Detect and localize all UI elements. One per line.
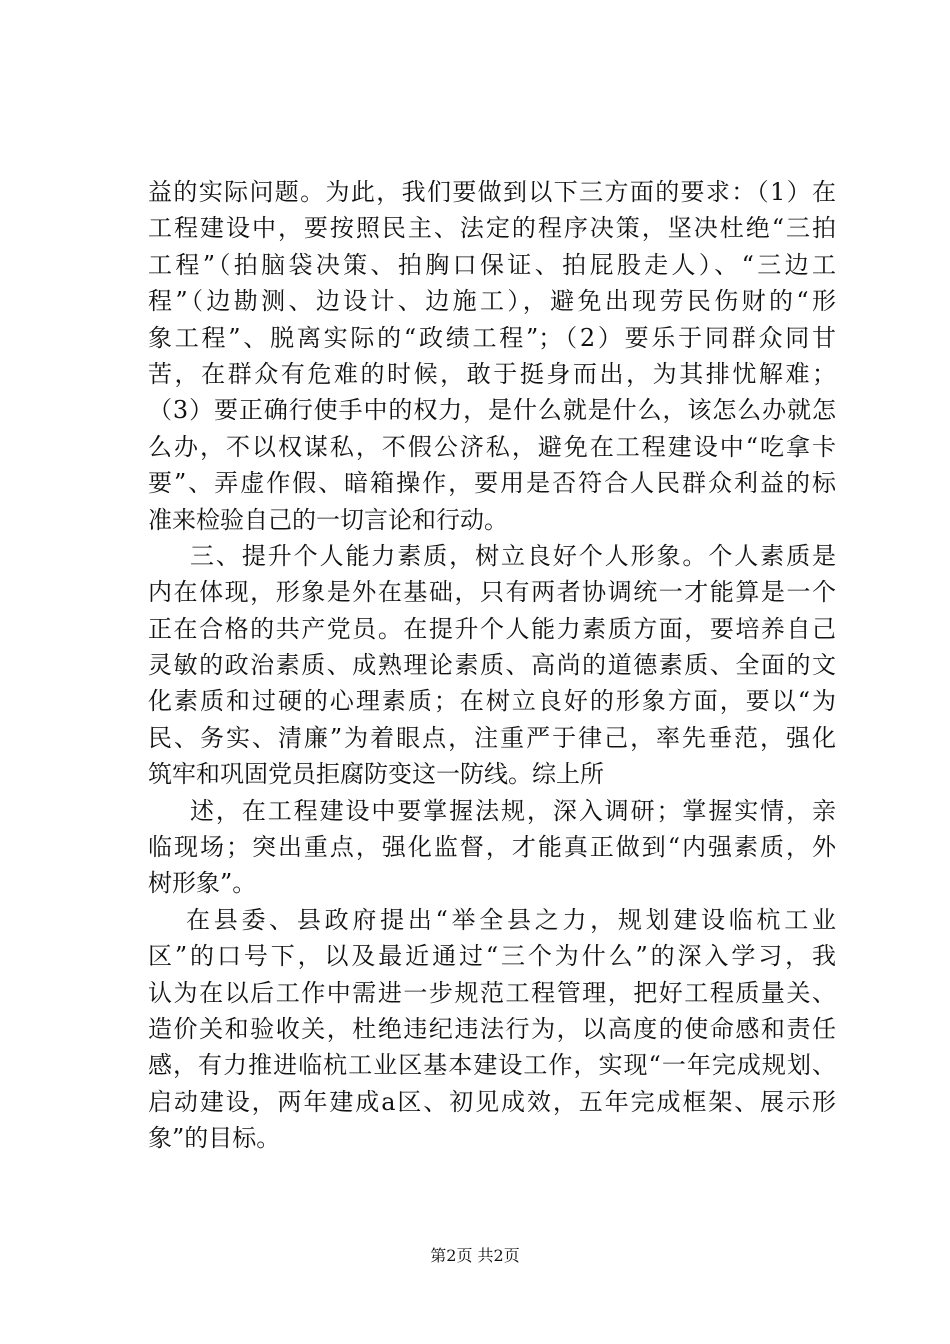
text-line: 三、提升个人能力素质，树立良好个人形象。个人素质是 (190, 541, 836, 570)
text-line: 认为在以后工作中需进一步规范工程管理，把好工程质量关、 (148, 978, 836, 1007)
text-line: 工程”（拍脑袋决策、拍胸口保证、拍屁股走人）、“三边工 (148, 250, 836, 279)
text-line: 苦，在群众有危难的时候，敢于挺身而出，为其排忧解难； (148, 359, 836, 388)
text-line: 程”（边勘测、边设计、边施工），避免出现劳民伤财的“形 (148, 287, 836, 316)
text-line: 启动建设，两年建成a区、初见成效，五年完成框架、展示形 (148, 1087, 836, 1116)
document-body (148, 174, 836, 1157)
text-line: 准来检验自己的一切言论和行动。 (148, 505, 508, 534)
text-line: 要”、弄虚作假、暗箱操作，要用是否符合人民群众利益的标 (148, 469, 836, 498)
text-line: 临现场；突出重点，强化监督，才能真正做到“内强素质，外 (148, 833, 836, 862)
text-line: 象工程”、脱离实际的“政绩工程”；（2）要乐于同群众同甘 (148, 323, 836, 352)
text-line: （3）要正确行使手中的权力，是什么就是什么，该怎么办就怎 (148, 396, 836, 425)
text-line: 工程建设中，要按照民主、法定的程序决策，坚决杜绝“三拍 (148, 214, 836, 243)
page-footer: 第2页 共2页 (430, 1246, 520, 1265)
text-line: 在县委、县政府提出“举全县之力，规划建设临杭工业 (186, 905, 836, 934)
text-line: 正在合格的共产党员。在提升个人能力素质方面，要培养自己 (148, 614, 836, 643)
text-line: 感，有力推进临杭工业区基本建设工作，实现“一年完成规划、 (148, 1051, 836, 1080)
text-line: 益的实际问题。为此，我们要做到以下三方面的要求：（1）在 (148, 178, 836, 206)
text-line: 树形象”。 (148, 869, 257, 898)
text-line: 筑牢和巩固党员拒腐防变这一防线。综上所 (148, 760, 604, 789)
text-line: 述，在工程建设中要掌握法规，深入调研；掌握实情，亲 (190, 796, 836, 825)
text-line: 么办，不以权谋私，不假公济私，避免在工程建设中“吃拿卡 (148, 432, 836, 461)
text-line: 造价关和验收关，杜绝违纪违法行为，以高度的使命感和责任 (148, 1014, 836, 1043)
text-line: 象”的目标。 (148, 1124, 281, 1153)
text-line: 内在体现，形象是外在基础，只有两者协调统一才能算是一个 (148, 578, 836, 607)
text-line: 区”的口号下，以及最近通过“三个为什么”的深入学习，我 (148, 942, 836, 971)
text-line: 化素质和过硬的心理素质；在树立良好的形象方面，要以“为 (148, 687, 836, 716)
text-line: 灵敏的政治素质、成熟理论素质、高尚的道德素质、全面的文 (148, 651, 836, 680)
text-line: 民、务实、清廉”为着眼点，注重严于律己，率先垂范，强化 (148, 723, 836, 752)
